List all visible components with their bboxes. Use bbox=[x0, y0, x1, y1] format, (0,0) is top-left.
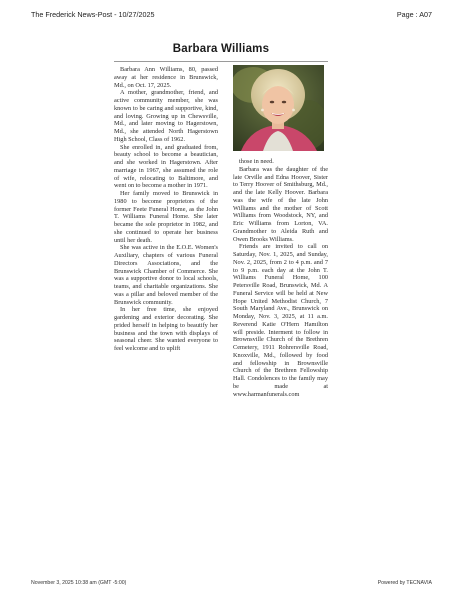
title-divider bbox=[114, 61, 328, 62]
publication-header: The Frederick News-Post - 10/27/2025 bbox=[31, 10, 155, 19]
obituary-column-1 bbox=[114, 66, 218, 353]
portrait-photo bbox=[233, 65, 324, 151]
print-timestamp: November 3, 2025 10:38 am (GMT -5:00) bbox=[31, 580, 127, 586]
paragraph: Barbara was the daughter of the late Orville and Edna Hoover, Sister to Terry Hoover of Smithsburg, Md., and the late Kelly Hoover. Barbara was the wife of the late John Williams and the mother of Scott Williams from Woodstock, NY, and Eric Williams from Lorton, VA. Grandmother to Aleida Ruth and Owen Brooks Williams. bbox=[233, 165, 328, 243]
powered-by: Powered by TECNAVIA bbox=[377, 580, 432, 586]
portrait-photo-graphic bbox=[233, 65, 324, 151]
paragraph: A mother, grandmother, friend, and active community member, she was known to be caring and supportive, kind, and loving. Growing up in Chewsville, Md., and later moving to Hagerstown, Md., she attended North Hagerstown High School, Class of 1962. bbox=[114, 89, 218, 143]
paragraph: Friends are invited to call on Saturday, Nov. 1, 2025, and Sunday, Nov. 2, 2025, from 2 to 4 p.m. and 7 to 9 p.m. each day at the John T. Williams Funeral Home, 100 Petersville Road, Brunswick, Md. A Funeral Service will be held at New Hope United Methodist Church, 7 South Maryland Ave., Brunswick on Monday, Nov. 3, 2025, at 11 a.m. Reverend Katie O'Hern Hamilton will preside. Interment to follow in Brownsville Church of the Brethren Cemetery, 1911 Rohrersville Road, Knoxville, Md., followed by food and fellowship in Brownsville Church of the Brethren Fellowship Hall. Condolences to the family may be made at www.harmanfunerals.com bbox=[233, 243, 328, 398]
paragraph: In her free time, she enjoyed gardening and exterior decorating. She prided herself in helping to beautify her business and the town with displays of seasonal cheer. She wanted everyone to feel welcome and to uplift bbox=[114, 306, 218, 352]
page-number: Page : A07 bbox=[396, 10, 432, 19]
obituary-clipping bbox=[114, 42, 328, 398]
paragraph: Her family moved to Brunswick in 1980 to become proprietors of the former Feete Funeral Home, as the John T. Williams Funeral Home. She later became the sole proprietor in 1982, and she continued to operate her business until her death. bbox=[114, 190, 218, 244]
paragraph: She was active in the E.O.E. Women's Auxiliary, chapters of various Funeral Directors Associations, and the Brunswick Chamber of Commerce. She was a supportive donor to local schools, teams, and charitable organizations. She was a pillar and beloved member of the Brunswick community. bbox=[114, 244, 218, 306]
paragraph: She enrolled in, and graduated from, beauty school to become a beautician, and she worked in Hagerstown. After marriage in 1967, she assumed the role of wife, relocating to Baltimore, and went on to become a mother in 1971. bbox=[114, 143, 218, 190]
obituary-column-2 bbox=[233, 158, 328, 398]
obituary-title: Barbara Williams bbox=[172, 43, 270, 55]
paragraph: Barbara Ann Williams, 80, passed away at her residence in Brunswick, Md., on Oct. 17, 2025. bbox=[114, 66, 218, 89]
paragraph: those in need. bbox=[239, 158, 274, 165]
